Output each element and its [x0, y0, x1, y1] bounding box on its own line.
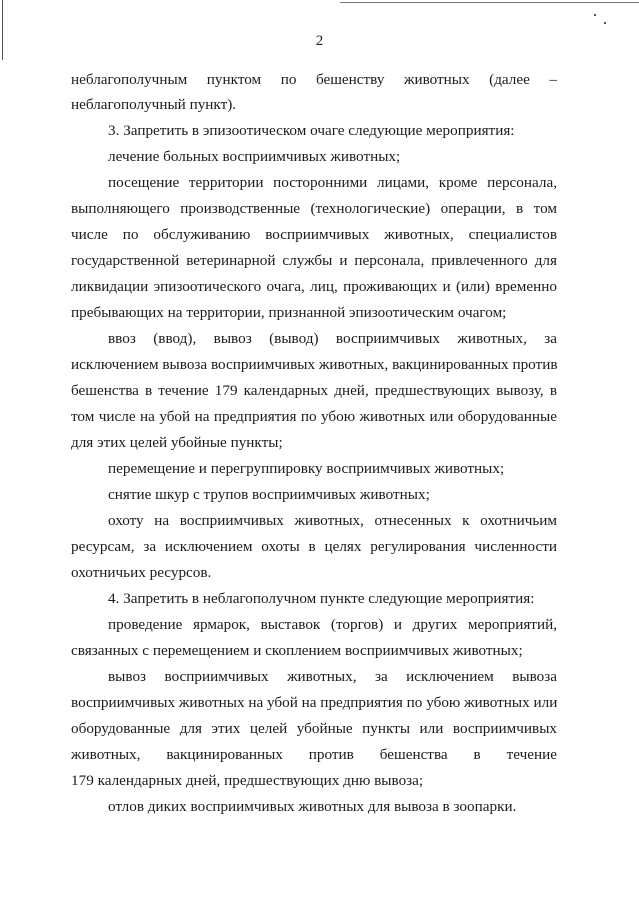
text-line: проведение ярмарок, выставок (торгов) и других мероприятий, — [108, 616, 557, 633]
text-line: ликвидации эпизоотического очага, лиц, проживающих и (или) временно — [71, 278, 557, 295]
text-line: неблагополучным пунктом по бешенству животных (далее – — [71, 71, 557, 88]
scan-speck — [594, 14, 596, 16]
text-line: восприимчивых животных на убой на предприятия по убою животных или — [71, 694, 558, 711]
scan-edge-line-left — [2, 0, 3, 60]
text-line: бешенства в течение 179 календарных дней, предшествующих вывозу, в — [71, 382, 557, 399]
text-line: лечение больных восприимчивых животных; — [108, 148, 401, 165]
scan-speck — [604, 22, 606, 24]
text-line: пребывающих на территории, признанной эпизоотическим очагом; — [71, 304, 507, 321]
text-line: государственной ветеринарной службы и персонала, привлеченного для — [71, 252, 557, 269]
text-line: для этих целей убойные пункты; — [71, 434, 283, 451]
page-number: 2 — [315, 33, 324, 49]
text-line: охотничьих ресурсов. — [71, 564, 212, 581]
text-line: ввоз (ввод), вывоз (вывод) восприимчивых животных, за — [108, 330, 557, 347]
text-line: связанных с перемещением и скоплением восприимчивых животных; — [71, 642, 523, 659]
text-line: неблагополучный пункт). — [71, 96, 237, 113]
text-line: выполняющего производственные (технологические) операции, в том — [71, 200, 557, 217]
text-line: животных, вакцинированных против бешенства в течение — [71, 746, 557, 763]
text-line: 4. Запретить в неблагополучном пункте следующие мероприятия: — [108, 590, 535, 607]
text-line: числе по обслуживанию восприимчивых животных, специалистов — [71, 226, 557, 243]
scan-edge-line-top — [340, 2, 639, 3]
text-line: вывоз восприимчивых животных, за исключением вывоза — [108, 668, 557, 685]
text-line: посещение территории посторонними лицами, кроме персонала, — [108, 174, 557, 191]
text-line: том числе на убой на предприятия по убою животных или оборудованные — [71, 408, 557, 425]
text-line: 3. Запретить в эпизоотическом очаге следующие мероприятия: — [108, 122, 515, 139]
text-line: отлов диких восприимчивых животных для вывоза в зоопарки. — [108, 798, 517, 815]
text-line: перемещение и перегруппировку восприимчивых животных; — [108, 460, 505, 477]
text-line: оборудованные для этих целей убойные пункты или восприимчивых — [71, 720, 557, 737]
text-line: исключением вывоза восприимчивых животных, вакцинированных против — [71, 356, 558, 373]
text-line: снятие шкур с трупов восприимчивых животных; — [108, 486, 430, 503]
text-line: ресурсам, за исключением охоты в целях регулирования численности — [71, 538, 557, 555]
text-line: охоту на восприимчивых животных, отнесенных к охотничьим — [108, 512, 557, 529]
text-line: 179 календарных дней, предшествующих дню вывоза; — [71, 772, 424, 789]
